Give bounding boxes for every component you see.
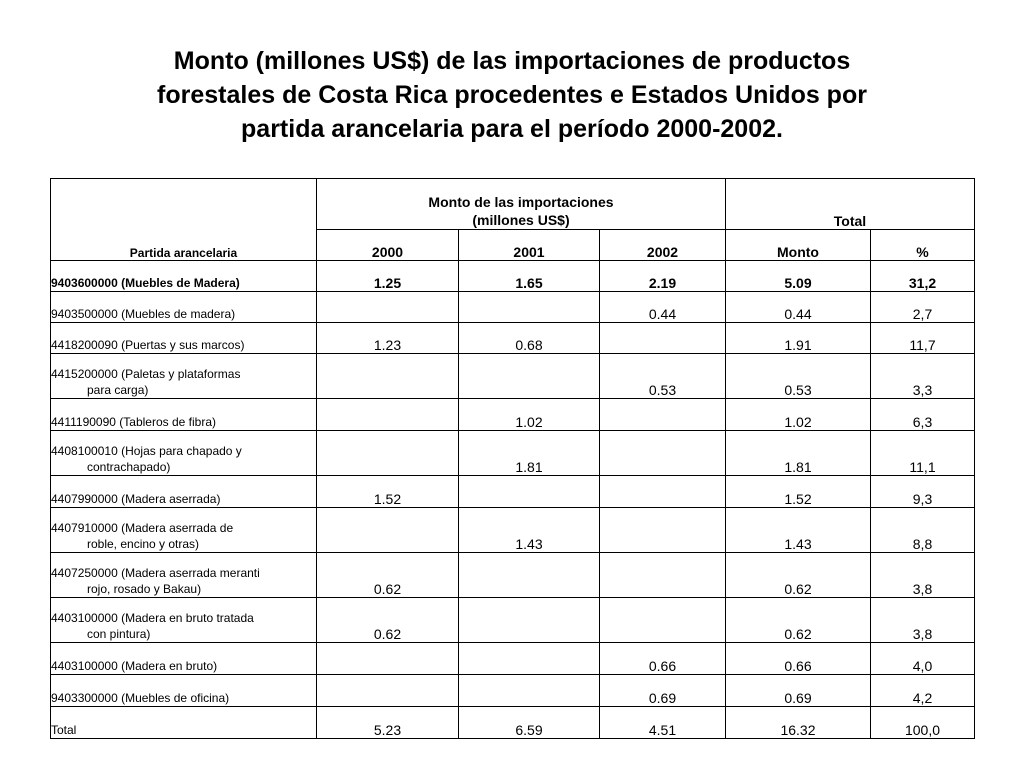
cell-2001 [459,675,600,707]
header-monto: Monto [726,230,871,261]
table-row [51,643,975,675]
cell-2000 [317,508,459,553]
total-2001: 6.59 [459,707,600,739]
cell-monto: 1.52 [726,476,871,508]
cell-2002: 0.69 [600,675,726,707]
cell-monto: 0.69 [726,675,871,707]
row-label-line-1: 4418200090 (Puertas y sus marcos) [51,338,245,352]
row-label-line-1: 9403600000 (Muebles de Madera) [51,276,240,290]
row-label [51,261,317,292]
cell-2000 [317,643,459,675]
table-row [51,598,975,643]
row-label-line-1: 4407250000 (Madera aserrada meranti [51,566,260,580]
cell-2001: 0.68 [459,323,600,354]
cell-2000: 1.23 [317,323,459,354]
row-label [51,598,317,643]
row-label-line-2: rojo, rosado y Bakau) [87,582,202,596]
title-line-1: Monto (millones US$) de las importaciones de productos [173,47,851,75]
cell-2002: 2.19 [600,261,726,292]
row-label [51,508,317,553]
total-row [51,707,975,739]
cell-monto: 5.09 [726,261,871,292]
cell-2001: 1.43 [459,508,600,553]
row-label [51,643,317,675]
row-label-line-1: 4415200000 (Paletas y plataformas [51,367,241,381]
cell-pct: 11,7 [871,323,975,354]
cell-2001 [459,553,600,598]
table-row [51,508,975,553]
header-monto-importaciones [317,179,726,230]
total-pct: 100,0 [871,707,975,739]
cell-2001: 1.65 [459,261,600,292]
cell-monto: 1.81 [726,431,871,476]
header-monto-line-1: Monto de las importaciones [428,194,614,210]
cell-2002 [600,431,726,476]
row-label-line-2: con pintura) [87,627,151,641]
table-row [51,261,975,292]
table-row [51,431,975,476]
row-label-line-1: 9403300000 (Muebles de oficina) [51,691,230,705]
row-label-line-1: 4403100000 (Madera en bruto) [51,659,218,673]
header-total: Total [726,179,975,230]
row-label [51,292,317,323]
row-label-line-2: para carga) [87,383,149,397]
cell-monto: 0.62 [726,598,871,643]
row-label-line-1: 4403100000 (Madera en bruto tratada [51,611,254,625]
cell-2002 [600,508,726,553]
row-label [51,476,317,508]
header-year-2001: 2001 [459,230,600,261]
cell-2001: 1.81 [459,431,600,476]
cell-2002 [600,598,726,643]
header-partida: Partida arancelaria [51,179,317,261]
cell-monto: 1.91 [726,323,871,354]
cell-2000: 1.25 [317,261,459,292]
table-row [51,354,975,399]
row-label [51,431,317,476]
cell-2002: 0.66 [600,643,726,675]
cell-2000: 0.62 [317,553,459,598]
cell-2000: 1.52 [317,476,459,508]
cell-2001: 1.02 [459,399,600,431]
row-label-line-1: 4407990000 (Madera aserrada) [51,492,221,506]
cell-2002: 0.53 [600,354,726,399]
cell-monto: 0.62 [726,553,871,598]
table-row [51,399,975,431]
cell-pct: 8,8 [871,508,975,553]
total-2002: 4.51 [600,707,726,739]
row-label-line-1: 4407910000 (Madera aserrada de [51,521,234,535]
header-pct: % [871,230,975,261]
cell-pct: 3,8 [871,598,975,643]
title-line-2: forestales de Costa Rica procedentes e Estados Unidos por [157,81,867,109]
total-label: Total [51,707,317,739]
cell-monto: 0.66 [726,643,871,675]
cell-2000 [317,354,459,399]
page-title [40,44,984,146]
cell-2000 [317,292,459,323]
cell-pct: 31,2 [871,261,975,292]
row-label [51,323,317,354]
row-label-line-1: 9403500000 (Muebles de madera) [51,307,236,321]
row-label [51,399,317,431]
table-row [51,675,975,707]
cell-monto: 0.44 [726,292,871,323]
row-label-line-1: 4411190090 (Tableros de fibra) [51,415,216,429]
title-line-3: partida arancelaria para el período 2000-2002. [241,115,783,143]
cell-2002 [600,323,726,354]
cell-pct: 4,0 [871,643,975,675]
header-monto-line-2: (millones US$) [472,212,570,228]
table-row [51,553,975,598]
cell-pct: 6,3 [871,399,975,431]
header-year-2000: 2000 [317,230,459,261]
cell-monto: 1.02 [726,399,871,431]
table-row [51,292,975,323]
cell-pct: 2,7 [871,292,975,323]
cell-2000: 0.62 [317,598,459,643]
cell-2000 [317,399,459,431]
cell-monto: 0.53 [726,354,871,399]
cell-monto: 1.43 [726,508,871,553]
row-label [51,354,317,399]
row-label [51,675,317,707]
total-monto: 16.32 [726,707,871,739]
cell-2000 [317,675,459,707]
row-label [51,553,317,598]
cell-2002 [600,553,726,598]
cell-2001 [459,292,600,323]
row-label-line-2: roble, encino y otras) [87,537,200,551]
table-row [51,476,975,508]
cell-2001 [459,354,600,399]
cell-2001 [459,643,600,675]
cell-2001 [459,598,600,643]
cell-2002 [600,399,726,431]
header-year-2002: 2002 [600,230,726,261]
cell-pct: 3,3 [871,354,975,399]
cell-pct: 9,3 [871,476,975,508]
imports-table [50,178,975,739]
row-label-line-2: contrachapado) [87,460,171,474]
cell-pct: 4,2 [871,675,975,707]
row-label-line-1: 4408100010 (Hojas para chapado y [51,444,242,458]
cell-pct: 11,1 [871,431,975,476]
cell-2000 [317,431,459,476]
cell-2001 [459,476,600,508]
table-row [51,323,975,354]
cell-pct: 3,8 [871,553,975,598]
total-2000: 5.23 [317,707,459,739]
cell-2002: 0.44 [600,292,726,323]
cell-2002 [600,476,726,508]
